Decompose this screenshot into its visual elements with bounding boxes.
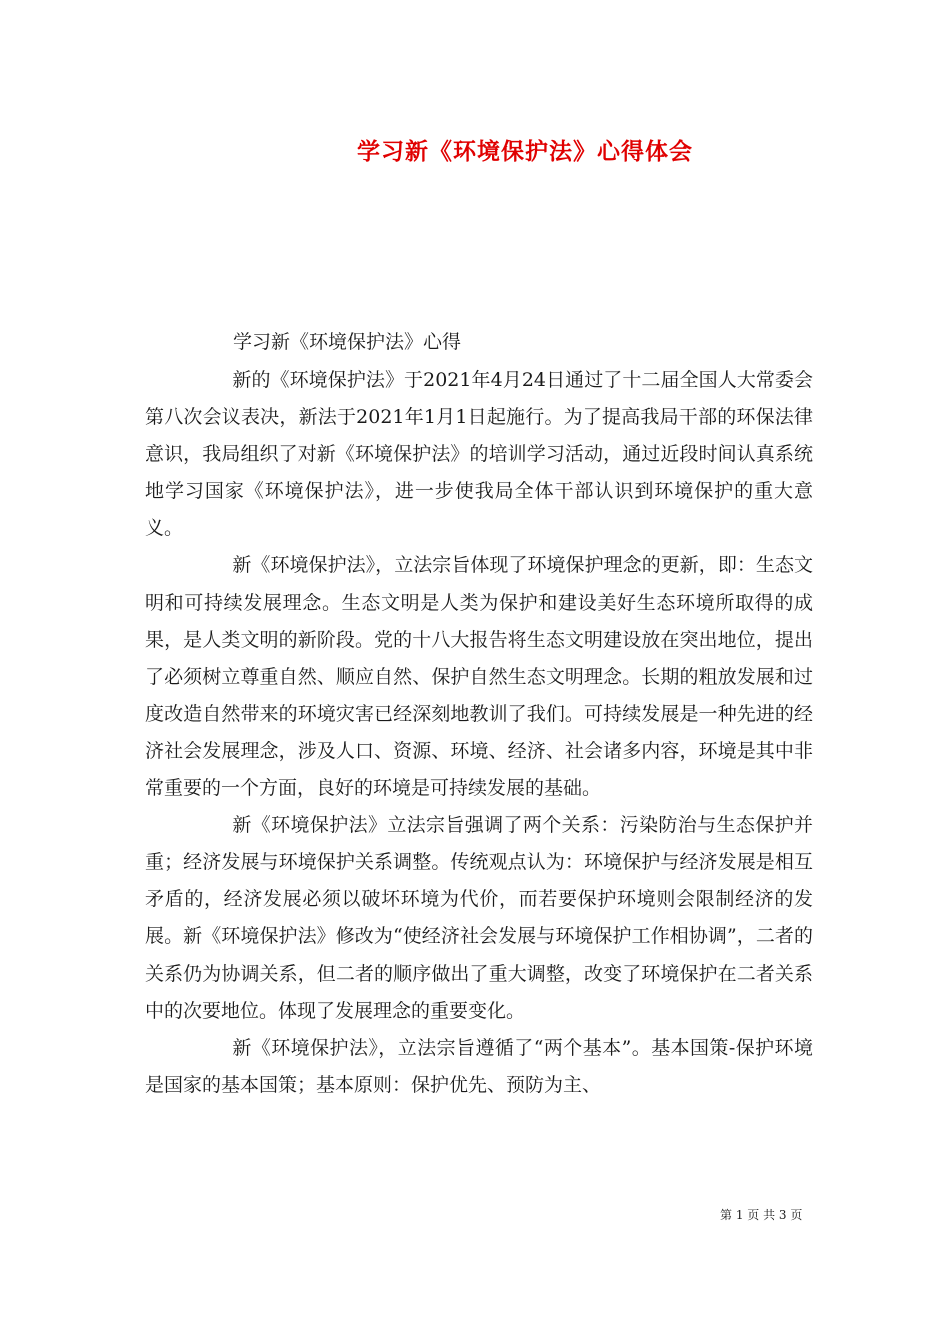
document-title: 学习新《环境保护法》心得体会 xyxy=(357,138,693,165)
paragraph: 新《环境保护法》立法宗旨强调了两个关系：污染防治与生态保护并重；经济发展与环境保护关系调整。传统观点认为：环境保护与经济发展是相互矛盾的，经济发展必须以破坏环境为代价，而若要保护环境则会限制经济的发展。新《环境保护法》修改为“使经济社会发展与环境保护工作相协调”，二者的关系仍为协调关系，但二者的顺序做出了重大调整，改变了环境保护在二者关系中的次要地位。体现了发展理念的重要变化。 xyxy=(145,814,813,1022)
document-body xyxy=(145,362,813,1104)
paragraph: 新《环境保护法》，立法宗旨遵循了“两个基本”。基本国策-保护环境是国家的基本国策；基本原则：保护优先、预防为主、 xyxy=(145,1036,813,1096)
page-number-footer: 第 1 页 共 3 页 xyxy=(720,1208,803,1222)
document-subtitle: 学习新《环境保护法》心得 xyxy=(233,331,462,353)
paragraph: 新《环境保护法》，立法宗旨体现了环境保护理念的更新，即：生态文明和可持续发展理念。生态文明是人类为保护和建设美好生态环境所取得的成果，是人类文明的新阶段。党的十八大报告将生态文明建设放在突出地位，提出了必须树立尊重自然、顺应自然、保护自然生态文明理念。长期的粗放发展和过度改造自然带来的环境灾害已经深刻地教训了我们。可持续发展是一种先进的经济社会发展理念，涉及人口、资源、环境、经济、社会诸多内容，环境是其中非常重要的一个方面，良好的环境是可持续发展的基础。 xyxy=(145,554,813,800)
paragraph: 新的《环境保护法》于2021年4月24日通过了十二届全国人大常委会第八次会议表决，新法于2021年1月1日起施行。为了提高我局干部的环保法律意识，我局组织了对新《环境保护法》的培训学习活动，通过近段时间认真系统地学习国家《环境保护法》，进一步使我局全体干部认识到环境保护的重大意义。 xyxy=(145,369,813,540)
